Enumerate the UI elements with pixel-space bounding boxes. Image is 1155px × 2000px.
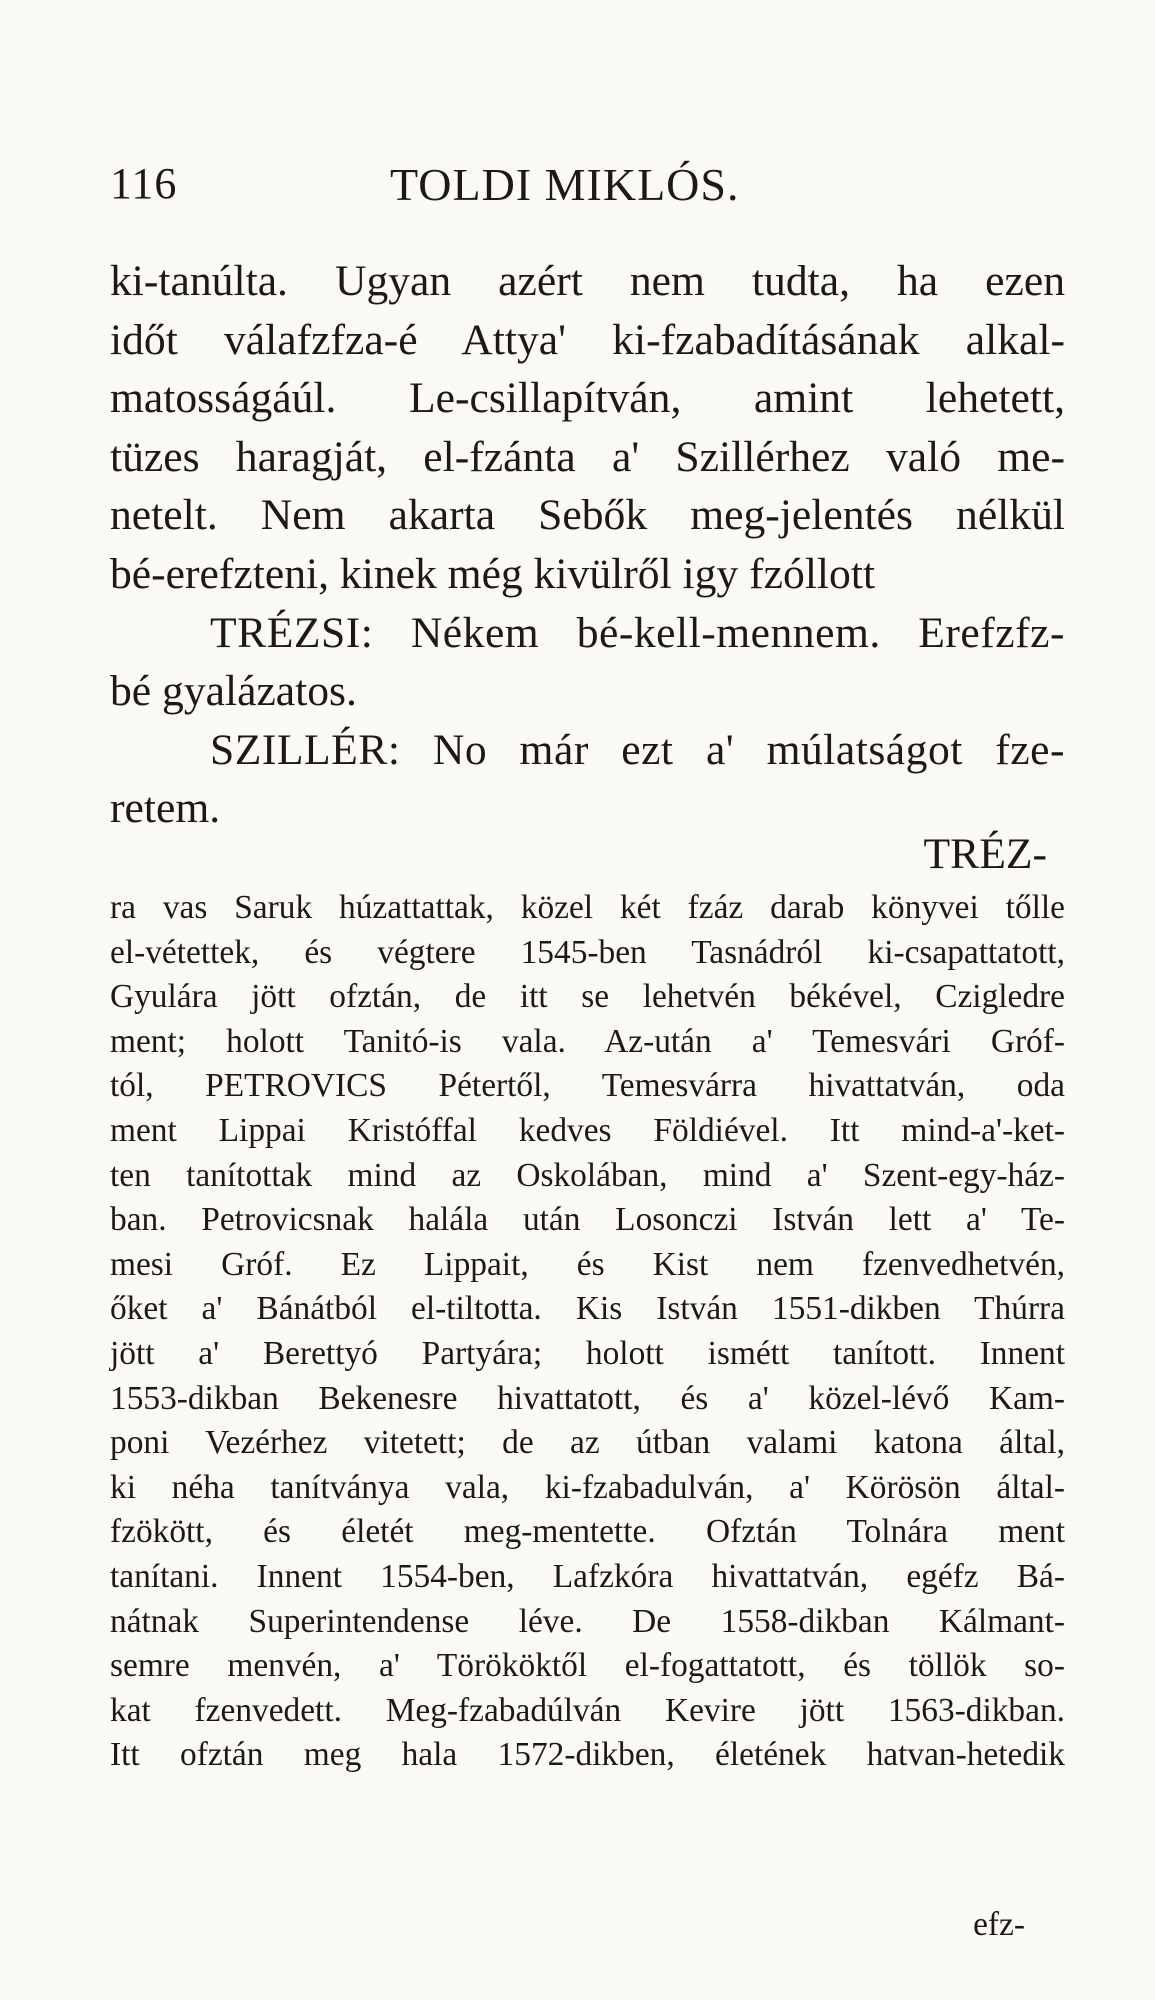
footnote-line: ment Lippai Kristóffal kedves Földiével. Itt mind-a'-ket- xyxy=(110,1111,1065,1149)
dialogue-line-trezsi: TRÉZSI: Nékem bé-kell-mennem. Erefzfz- xyxy=(210,608,1065,657)
text-line: időt válafzfza-é Attya' ki-fzabadításának alkal- xyxy=(110,315,1065,364)
footnote-line: tanítani. Innent 1554-ben, Lafzkóra hivattatván, egéfz Bá- xyxy=(110,1557,1065,1595)
text-line: ki-tanúlta. Ugyan azért nem tudta, ha ezen xyxy=(110,257,1065,305)
main-text xyxy=(110,252,1065,838)
footnote-line: el-vétettek, és végtere 1545-ben Tasnádról ki-csapattatott, xyxy=(110,933,1065,971)
page-number: 116 xyxy=(110,159,178,208)
footnote-line: kat fzenvedett. Meg-fzabadúlván Kevire jött 1563-dikban. xyxy=(110,1691,1065,1729)
dialogue-line-sziller: SZILLÉR: No már ezt a' múlatságot fze- xyxy=(210,725,1065,774)
footnote-catchword: efz- xyxy=(973,1906,1025,1943)
footnote-line: Gyulára jött ofztán, de itt se lehetvén békével, Czigledre xyxy=(110,978,1065,1016)
footnote-line: fzökött, és életét meg-mentette. Ofztán Tolnára ment xyxy=(110,1513,1065,1551)
footnote-line: poni Vezérhez vitetett; de az útban valami katona által, xyxy=(110,1424,1065,1462)
text-line: retem. xyxy=(110,784,221,833)
text-line: matosságáúl. Le-csillapítván, amint lehetett, xyxy=(110,374,1065,423)
footnote xyxy=(110,886,1065,1778)
text-line: bé gyalázatos. xyxy=(110,667,357,716)
text-line: bé-erefzteni, kinek még kivülről igy fzóllott xyxy=(110,549,876,598)
footnote-line: ten tanítottak mind az Oskolában, mind a' Szent-egy-ház- xyxy=(110,1156,1065,1194)
footnote-line: őket a' Bánátból el-tiltotta. Kis István 1551-dikben Thúrra xyxy=(110,1290,1065,1328)
text-line: tüzes haragját, el-fzánta a' Szillérhez való me- xyxy=(110,432,1065,481)
footnote-line: nátnak Superintendense léve. De 1558-dikban Kálmant- xyxy=(110,1602,1065,1640)
footnote-line: mesi Gróf. Ez Lippait, és Kist nem fzenvedhetvén, xyxy=(110,1245,1065,1283)
running-title: TOLDI MIKLÓS. xyxy=(390,159,740,210)
footnote-line: ki néha tanítványa vala, ki-fzabadulván, a' Körösön által- xyxy=(110,1468,1065,1506)
page-header xyxy=(110,158,1055,218)
main-catchword: TRÉZ- xyxy=(923,830,1047,878)
footnote-line: tól, PETROVICS Pétertől, Temesvárra hivattatván, oda xyxy=(110,1067,1065,1105)
footnote-line: ment; holott Tanitó-is vala. Az-után a' Temesvári Gróf- xyxy=(110,1022,1065,1060)
footnote-line: Itt ofztán meg hala 1572-dikben, életének hatvan-hetedik xyxy=(110,1736,1065,1774)
footnote-line: semre menvén, a' Törököktől el-fogattatott, és töllök so- xyxy=(110,1647,1065,1685)
footnote-line: ban. Petrovicsnak halála után Losonczi István lett a' Te- xyxy=(110,1201,1065,1239)
footnote-line: ra vas Saruk húzattattak, közel két fzáz darab könyvei tőlle xyxy=(110,889,1065,926)
footnote-line: 1553-dikban Bekenesre hivattatott, és a' közel-lévő Kam- xyxy=(110,1379,1065,1417)
text-line: netelt. Nem akarta Sebők meg-jelentés nélkül xyxy=(110,491,1065,540)
footnote-line: jött a' Berettyó Partyára; holott ismétt tanított. Innent xyxy=(110,1334,1065,1372)
